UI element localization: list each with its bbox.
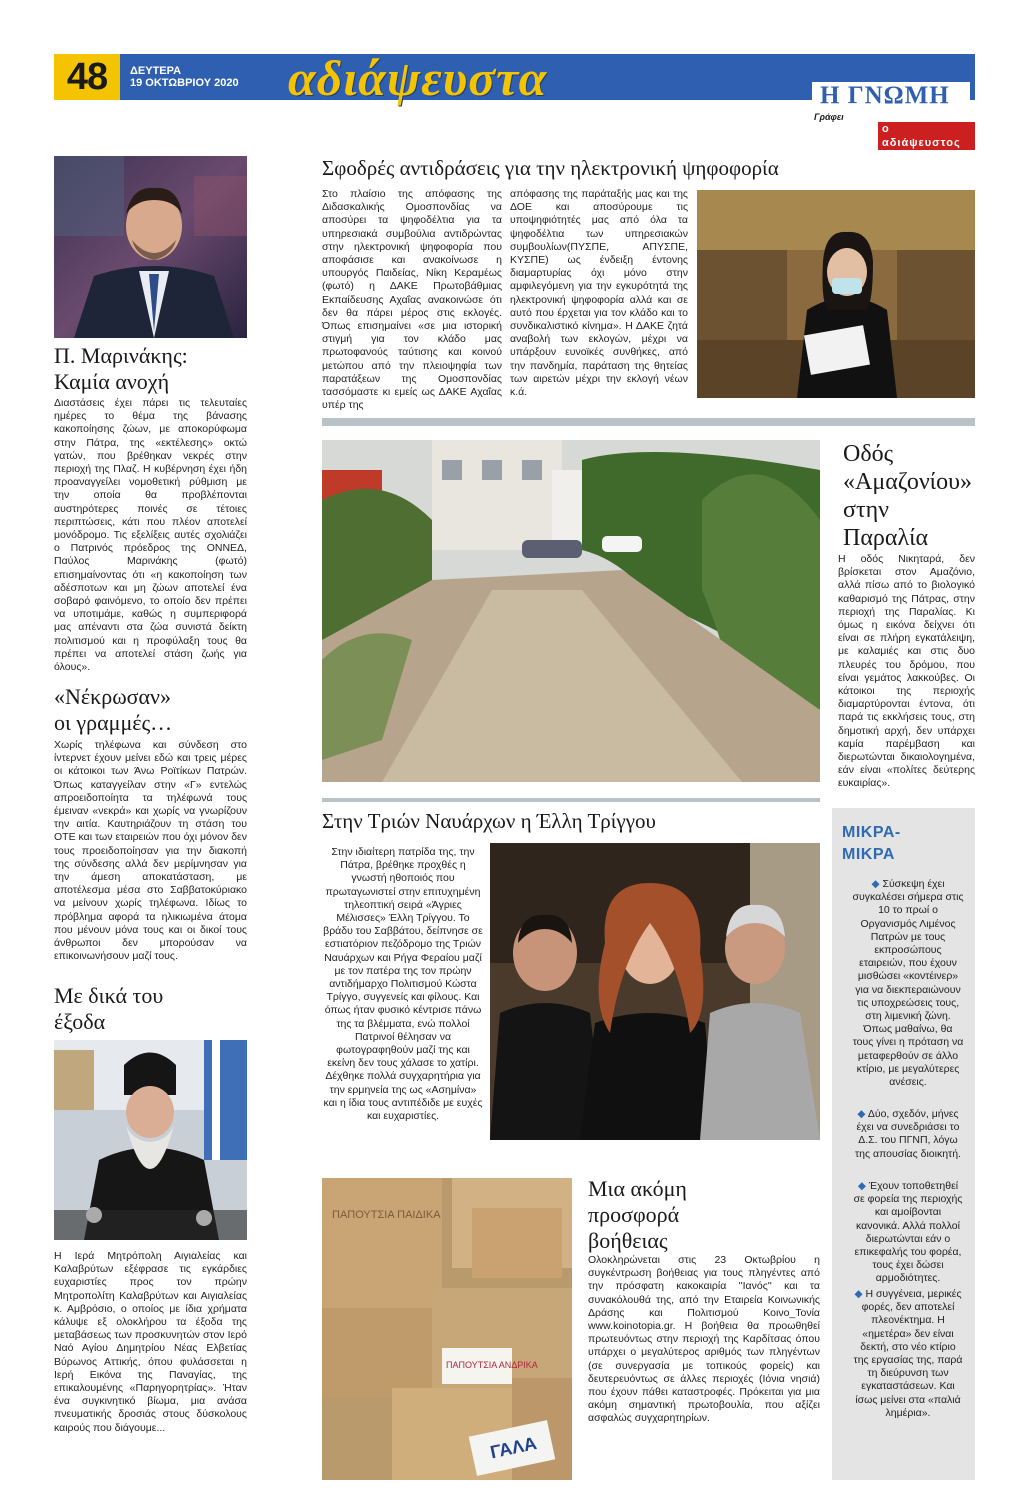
aid-title-line2: προσφορά (588, 1202, 680, 1227)
divider-2 (322, 798, 820, 802)
header-date-text: 19 ΟΚΤΩΒΡΙΟΥ 2020 (130, 77, 239, 89)
kerameus-photo (697, 190, 975, 398)
aid-box-label2 (446, 1360, 538, 1370)
aid-boxes-photo (322, 1178, 572, 1480)
kerameus-photo-image (697, 190, 975, 398)
amazon-headline (843, 440, 975, 552)
header-day: ΔΕΥΤΕΡΑ (130, 65, 182, 77)
mikra-item-text: Σύσκεψη έχει συγκαλέσει σήμερα στις 10 το πρωί ο Οργανισμός Λιμένος Πατρών με τους εκπροσώπους εταιρειών, που έχουν μισθώσει «κοντέινερ» για να διεκπεραιώνουν τις υποχρεώσεις τους, στη λιμενική ζώνη. Όπως μαθαίνω, θα τους γίνει η πρόταση να μεταφερθούν σε άλλο κτίριο, με μεγαλύτερες ανέσεις. (852, 878, 964, 1089)
brand-tagline: ο αδιάψευστος (878, 122, 975, 150)
page-number: 48 (54, 54, 120, 100)
amazon-title-line4: Παραλία (843, 525, 929, 551)
mikra-item (852, 878, 964, 1089)
aid-boxes-photo-image (322, 1178, 572, 1480)
triggou-photo-image (490, 843, 820, 1140)
vote-article-col1: Στο πλαίσιο της απόφασης της Διδασκαλικής Ομοσπονδίας να αποσύρει τα ψηφοδέλτια για τα υπηρεσιακά συμβούλια αντιδρώντας στην ηλεκτρονική ψηφοφορία που αποφάσισε και ανακοίνωσε η υπουργός Παιδείας, Νίκη Κεραμέως (φωτό) η ΔΑΚΕ Πρωτοβάθμιας Εκπαίδευσης Αχαΐας ανακοινώσε ότι δεν θα πάρει μέρος στις εκλογές. Όπως επισημαίνει «σε μια ιστορική στιγμή για τον κλάδο μας πρωτοφανούς ταύτισης και κοινού μετώπου από την πλειοψηφία των παρατάξεων της Ομοσπονδίας τασσόμαστε κι εμείς ως ΔΑΚΕ Αχαΐας υπέρ της (322, 188, 502, 412)
lines-dead-title-line2: οι γραμμές… (54, 710, 173, 735)
svg-text:ΠΑΠΟΥΤΣΙΑ ΠΑΙΔΙΚΑ: ΠΑΠΟΥΤΣΙΑ ΠΑΙΔΙΚΑ (332, 1209, 441, 1221)
aid-title-line1: Μια ακόμη (588, 1176, 687, 1201)
marinakis-title-line2: Καμία ανοχή (54, 369, 170, 394)
mikra-item (852, 1180, 964, 1286)
section-title: αδιάψευστα (288, 50, 548, 106)
mikra-title (842, 822, 962, 866)
marinakis-photo (54, 156, 247, 338)
road-photo-image (322, 440, 820, 782)
lines-dead-title-line1: «Νέκρωσαν» (54, 684, 172, 709)
marinakis-headline (54, 343, 247, 395)
ambrosios-photo (54, 1040, 247, 1240)
header-date (130, 65, 239, 89)
mikra-item-text: Έχουν τοποθετηθεί σε φορεία της περιοχής και αμοίβονται κανονικά. Αλλά πολλοί διερωτώνται εάν ο επικεφαλής του φορέα, τους έχει δώσει αρμοδιότητες. (853, 1180, 963, 1285)
lines-dead-body: Χωρίς τηλέφωνα και σύνδεση στο ίντερνετ έχουν μείνει εδώ και τρεις μέρες οι κάτοικοι των Άνω Ροϊτίκων Πατρών. Όπως καταγγείλαν στην «Γ» εντελώς απροειδοποίητα τα τηλέφωνά τους έμειναν «νεκρά» και χωρίς να γνωρίζουν την αιτία. Καυτηριάζουν τη στάση του ΟΤΕ και των εταιρειών που όχι μόνον δεν τους προειδοποίησαν για την διακοπή της σύνδεσης αλλά δεν μερίμνησαν για την άμεση αποκατάσταση, με αποτέλεσμα μέσα στο Σαββατοκύριακο να μείνουν χωρίς τηλέφωνα. Ιδίως το πρόβλημα αφορά τα ηλικιωμένα άτομα που μένουν μόνα τους και οι δικοί τους άνθρωποι δεν μπορούσαν να επικοινωνήσουν μαζί τους. (54, 739, 247, 963)
triggou-photo (490, 843, 820, 1140)
amazon-title-line2: «Αμαζονίου» (843, 469, 973, 495)
vote-article-title: Σφοδρές αντιδράσεις για την ηλεκτρονική ψηφοφορία (322, 156, 779, 180)
amazon-body: Η οδός Νικηταρά, δεν βρίσκεται στον Αμαζόνιο, αλλά πίσω από το βιολογικό καθαρισμό της Πάτρας, στην περιοχή της Παραλίας. Κι όμως η εικόνα δείχνει ότι είναι σε πλήρη εγκατάλειψη, με καλαμιές και στις δυο πλευρές του δρόμου, που είναι γεμάτος λακκούβες. Οι κάτοικοι της περιοχής διαμαρτύρονται έντονα, ότι παρά τις εκκλήσεις τους, στη δημοτική αρχή, δεν υπάρχει καμία παρέμβαση και διερωτώνται δικαιολογημένα, εάν είναι «πολίτες δεύτερης ευκαιρίας». (838, 553, 975, 790)
brand-subtitle: Γράφει (814, 112, 844, 122)
mikra-item-text: Η συγγένεια, μερικές φορές, δεν αποτελεί πλεονέκτημα. Η «ημετέρα» δεν είναι δεκτή, στο νέο κτίριο της εργασίας της, παρά τη διεύρυνση των εγκαταστάσεων. Και ίσως μείνει στα «παλιά λημέρια». (853, 1288, 963, 1419)
brand-logo: Η ΓΝΩΜΗ (820, 82, 950, 109)
amazon-title-line3: στην (843, 497, 889, 523)
own-expense-title-line1: Με δικά του (54, 983, 164, 1008)
marinakis-photo-image (54, 156, 247, 338)
amazon-title-line1: Οδός (843, 441, 894, 467)
ambrosios-photo-image (54, 1040, 247, 1240)
own-expense-title-line2: έξοδα (54, 1009, 106, 1034)
aid-headline (588, 1176, 820, 1254)
vote-article-col2: απόφασης της παράταξής μας και της ΔΟΕ και αποσύρουμε τις υποψηφιότητές μας από όλα τα ψηφοδέλτια των υπηρεσιακών συμβουλίων(ΠΥΣΠΕ, ΑΠΥΣΠΕ, ΚΥΣΠΕ) ως ένδειξη έντονης διαμαρτυρίας όχι μόνο στην αμφιλεγόμενη για την εγκυρότητά της ηλεκτρονική ψηφοφορία αλλά και σε αυτό που έρχεται για τον κλάδο και το συνδικαλιστικό κίνημα». Η ΔΑΚΕ ζητά αναβολή των εκλογών, μέχρι να υπάρξουν ευνοϊκές συνθήκες, από την πανδημία, παράταση της θητείας των αιρετών μέχρι την εκλογή νέων κ.ά. (510, 188, 688, 399)
mikra-title-line2: ΜΙΚΡΑ (842, 846, 895, 863)
mikra-item (852, 1108, 964, 1161)
own-expense-headline (54, 983, 247, 1035)
svg-text:ΠΑΠΟΥΤΣΙΑ ΑΝΔΡΙΚΑ: ΠΑΠΟΥΤΣΙΑ ΑΝΔΡΙΚΑ (446, 1360, 538, 1370)
svg-text:ΓΑΛΑ: ΓΑΛΑ (488, 1433, 539, 1463)
lines-dead-headline (54, 684, 247, 736)
own-expense-body: Η Ιερά Μητρόπολη Αιγιαλείας και Καλαβρύτων εξέφρασε τις εγκάρδιες ευχαριστίες προς τον πρώην Μητροπολίτη Καλαβρύτων και Αιγιαλείας κ. Αμβρόσιο, ο οποίος με ίδια χρήματα κάλυψε εξ ολοκλήρου τα έξοδα της μεταβάσεως των προσκυνητών στον Ιερό Ναό Αγίου Δημητρίου Νέας Ελβετίας Βύρωνος Αττικής, όπου φυλάσσεται η Ιερή Εικόνα της Παναγίας, της επικαλουμένης «Παρηγορητρίας». Ήταν ένα συγκινητικό βίωμα, μια ανάσα πνευματικής δροσιάς στους δύσκολους καιρούς που διάγουμε... (54, 1250, 247, 1434)
mikra-sidebar (832, 808, 975, 1480)
triggou-body: Στην ιδιαίτερη πατρίδα της, την Πάτρα, βρέθηκε προχθές η γνωστή ηθοποιός που πρωταγωνιστεί στην επιτυχημένη τηλεοπτική σειρά «Άγριες Μέλισσες» Έλλη Τρίγγου. Το βράδυ του Σαββάτου, δείπνησε σε εστιατόριον πεζόδρομο της Τριών Ναυάρχων και Ρήγα Φεραίου μαζί με τον πατέρα της τον πρώην αντιδήμαρχο Πολιτισμού Κώστα Τρίγγο, συγγενείς και φίλους. Και όπως ήταν φυσικό κέντρισε πάνω της τα βλέμματα, ενώ πολλοί Πατρινοί θέλησαν να φωτογραφηθούν μαζί της και εκείνη δεν τους χάλασε το χατίρι. Δέχθηκε πολλά συγχαρητήρια για την ερμηνεία της ως «Ασημίνα» και η ίδια τους αντιπέδιδε με ευχές και ευχαριστίες. (323, 846, 483, 1123)
mikra-item (852, 1288, 964, 1420)
page-header (54, 50, 975, 149)
mikra-item-text: Δύο, σχεδόν, μήνες έχει να συνεδριάσει το Δ.Σ. του ΠΓΝΠ, λόγω της απουσίας διοικητή. (855, 1108, 961, 1160)
diamond-bullet-icon: ◆ (871, 878, 883, 890)
diamond-bullet-icon: ◆ (854, 1288, 866, 1300)
divider-1 (322, 418, 975, 426)
marinakis-body: Διαστάσεις έχει πάρει τις τελευταίες ημέρες το θέμα της βάνασης κακοποίησης ζώων, με αποκορύφωμα στην Πάτρα, της «εκτέλεσης» οκτώ γατών, που βρέθηκαν νεκρές στην περιοχή της Πλαζ. Η κυβέρνηση έχει ήδη προαναγγείλει νομοθετική ρύθμιση με την οποία θα προβλέπονται αυστηρότερες ποινές σε τέτοιες περιπτώσεις, κάτι που πλέον αποτελεί μονόδρομο. Τις εξελίξεις αυτές σχολιάζει ο Πατρινός πρόεδρος της ΟΝΝΕΔ, Παύλος Μαρινάκης (φωτό) επισημαίνοντας ότι «η κακοποίηση των αδέσποτων και μη ζώων αποτελεί ένα σοβαρό φαινόμενο, το οποίο δεν πρέπει να υποτιμάμε, καθώς η συμπεριφορά μας απέναντι στα ζώα συνιστά δείκτη πολιτισμού και η προφύλαξη τους θα πρέπει να αποτελεί στάση ζωής για όλους». (54, 397, 247, 674)
road-photo (322, 440, 820, 782)
aid-body: Ολοκληρώνεται στις 23 Οκτωβρίου η συγκέντρωση βοήθειας για τους πληγέντες από την πρόσφατη κακοκαιρία ''Ιανός'' και τα συνακόλουθά της, από την Εταιρεία Κοινωνικής Δράσης και Πολιτισμού Κοινο_Τονία www.koinotopia.gr. Η βοήθεια θα προωθηθεί πρωτευόντως στην περιοχή της Καρδίτσας όπου υπάρχει ο μεγαλύτερος αριθμός των πληγέντων (σε συνεργασία με τοπικούς φορείς) και δευτερευόντως σε άλλες περιοχές (Ιόνια νησιά) που έχουν πάθει καταστροφές. Πρόκειται για μια ακόμη σημαντική πρωτοβουλία, που αξίζει ασφαλώς συγχαρητηρίων. (588, 1254, 820, 1425)
diamond-bullet-icon: ◆ (857, 1180, 869, 1192)
triggou-title: Στην Τριών Ναυάρχων η Έλλη Τρίγγου (322, 809, 656, 833)
diamond-bullet-icon: ◆ (857, 1108, 868, 1120)
mikra-title-line1: ΜΙΚΡΑ- (842, 824, 901, 841)
marinakis-title-line1: Π. Μαρινάκης: (54, 343, 188, 368)
aid-box-label1 (332, 1209, 441, 1221)
aid-title-line3: βοήθειας (588, 1228, 668, 1253)
